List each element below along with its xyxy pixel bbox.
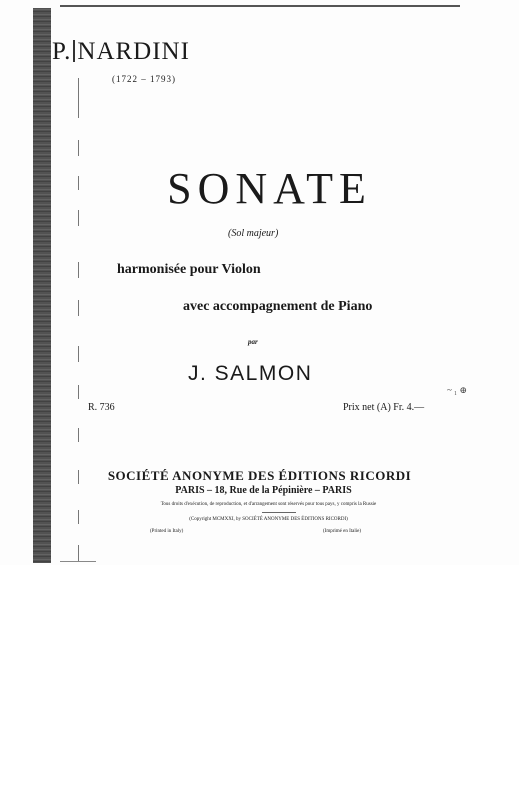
price-label: Prix net (A) Fr. 4.— bbox=[343, 402, 425, 413]
composer-name bbox=[52, 38, 190, 66]
composer-surname: NARDINI bbox=[77, 38, 190, 65]
top-rule bbox=[60, 5, 460, 7]
composer-dates: (1722 – 1793) bbox=[112, 74, 176, 84]
rights-notice: Tous droits d'exécution, de reproduction, et d'arrangement sont réservés pour tous pays, y compris la Russie bbox=[160, 502, 377, 507]
handwritten-mark: ~ ₁ ⊕ bbox=[446, 385, 467, 395]
catalog-number: R. 736 bbox=[88, 402, 115, 413]
arranger-name: J. SALMON bbox=[188, 362, 313, 385]
publisher-address: PARIS – 18, Rue de la Pépinière – PARIS bbox=[175, 485, 352, 496]
subtitle-line-2: avec accompagnement de Piano bbox=[183, 299, 373, 314]
by-label: par bbox=[248, 338, 258, 346]
printed-in-label: (Printed in Italy) bbox=[150, 529, 184, 534]
subtitle-line-1: harmonisée pour Violon bbox=[117, 262, 261, 277]
copyright-notice: (Copyright MCMXXI, by SOCIÉTÉ ANONYME DES ÉDITIONS RICORDI) bbox=[189, 517, 348, 522]
composer-initial: P. bbox=[52, 38, 72, 65]
imprime-en-label: (Imprimé en Italie) bbox=[323, 529, 362, 534]
composer-separator bbox=[73, 40, 75, 62]
small-divider bbox=[262, 512, 296, 513]
work-title bbox=[0, 163, 519, 214]
bottom-rule bbox=[60, 561, 96, 562]
work-title-text: SONATE bbox=[167, 164, 372, 213]
work-key: (Sol majeur) bbox=[228, 228, 279, 239]
publisher-name: SOCIÉTÉ ANONYME DES ÉDITIONS RICORDI bbox=[107, 468, 412, 483]
